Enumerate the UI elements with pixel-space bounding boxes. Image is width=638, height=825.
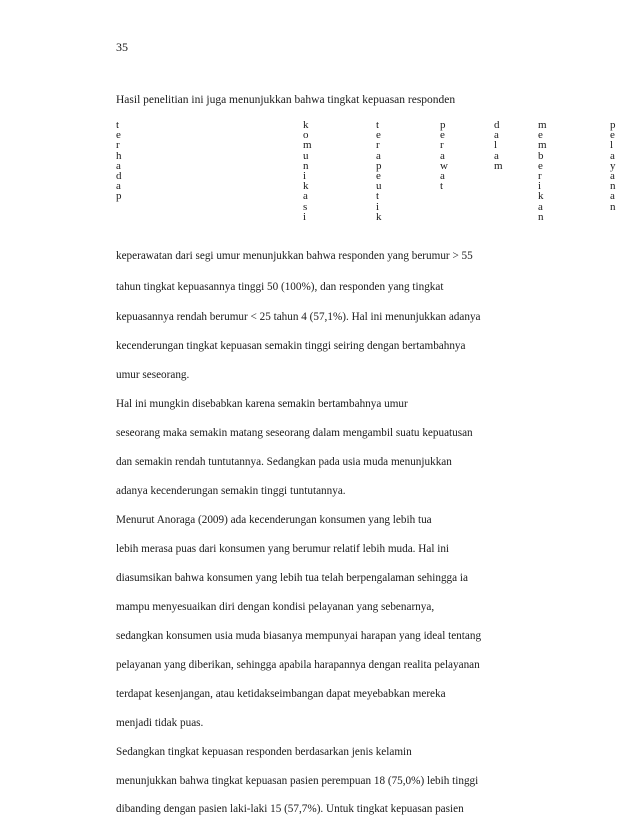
text-line: sedangkan konsumen usia muda biasanya mempunyai harapan yang ideal tentang [116,630,482,642]
vertical-letter: e [440,129,445,142]
vertical-letter: i [303,169,307,182]
vertical-letter: u [303,149,309,162]
text-line: menjadi tidak puas. [116,717,204,729]
vertical-letter: a [116,159,121,172]
text-line: Hal ini mungkin disebabkan karena semakin bertambahnya umur [116,398,408,410]
vertical-letter: p [116,190,122,203]
text-line: Menurut Anoraga (2009) ada kecenderungan konsumen yang lebih tua [116,514,432,526]
vertical-letter: a [376,149,381,162]
vertical-letter: a [440,169,445,182]
vertical-letter: m [494,159,503,172]
vertical-letter: a [538,200,543,213]
text-line: lebih merasa puas dari konsumen yang berumur relatif lebih muda. Hal ini [116,543,450,555]
vertical-letter: i [538,180,542,193]
vertical-letter: a [610,190,615,203]
vertical-letter: a [116,180,121,193]
intro-line: Hasil penelitian ini juga menunjukkan bahwa tingkat kepuasan responden [116,94,456,106]
text-line: pelayanan yang diberikan, sehingga apabila harapannya dengan realita pelayanan [116,659,480,671]
vertical-letter: d [494,119,500,131]
text-line: keperawatan dari segi umur menunjukkan bahwa responden yang berumur > 55 [116,250,473,262]
text-line: mampu menyesuaikan diri dengan kondisi pelayanan yang sebenarnya, [116,601,435,613]
text-line: terdapat kesenjangan, atau ketidakseimbangan dapat meyebabkan mereka [116,688,446,700]
vertical-letter: l [494,139,498,152]
page-number: 35 [116,40,128,54]
vertical-letter: u [376,180,382,193]
vertical-letter: t [376,119,380,131]
vertical-letter: e [610,129,615,142]
text-line: adanya kecenderungan semakin tinggi tuntutannya. [116,485,346,497]
text-line: tahun tingkat kepuasannya tinggi 50 (100%), dan responden yang tingkat [116,281,444,293]
vertical-letter: r [440,139,444,152]
vertical-letter: e [376,169,381,182]
vertical-letter: e [116,129,121,142]
vertical-word [494,120,504,171]
vertical-letter: a [303,190,308,203]
vertical-letter: a [494,129,499,142]
vertical-letter: w [440,159,448,172]
text-line: Sedangkan tingkat kepuasan responden berdasarkan jenis kelamin [116,746,412,758]
vertical-letter: t [116,119,120,131]
text-line: seseorang maka semakin matang seseorang dalam mengambil suatu kepuatusan [116,427,473,439]
vertical-word [440,120,450,191]
text-line: menunjukkan bahwa tingkat kepuasan pasien perempuan 18 (75,0%) lebih tinggi [116,775,479,787]
vertical-letter: n [303,159,309,172]
vertical-letter: a [494,149,499,162]
vertical-letter: m [303,139,312,152]
vertical-letter: m [538,139,547,152]
text-line: kepuasannya rendah berumur < 25 tahun 4 (57,1%). Hal ini menunjukkan adanya [116,311,481,323]
vertical-letter: m [538,119,547,131]
vertical-letter: p [376,159,382,172]
vertical-letter: i [303,210,307,223]
vertical-letter: h [116,149,122,162]
text-line: dibanding dengan pasien laki-laki 15 (57,7%). Untuk tingkat kepuasan pasien [116,803,464,815]
text-line: dan semakin rendah tuntutannya. Sedangkan pada usia muda menunjukkan [116,456,452,468]
vertical-letter: r [538,169,542,182]
vertical-letter: e [538,159,543,172]
vertical-letter: e [538,129,543,142]
vertical-letter: a [610,149,615,162]
vertical-letter: a [440,149,445,162]
vertical-letter: b [538,149,544,162]
vertical-letter: p [440,119,446,131]
vertical-letter: y [610,159,616,172]
vertical-word [376,120,386,222]
vertical-letter: d [116,169,122,182]
text-line: kecenderungan tingkat kepuasan semakin tinggi seiring dengan bertambahnya [116,340,466,352]
vertical-letter: k [376,210,382,223]
vertical-word [303,120,313,222]
vertical-letter: r [376,139,380,152]
vertical-letter: p [610,119,616,131]
vertical-letter: k [303,119,309,131]
vertical-word [610,120,620,212]
vertical-letter: s [303,200,308,213]
vertical-letter: a [610,169,615,182]
vertical-word [116,120,126,202]
vertical-letter: k [303,180,309,193]
vertical-letter: n [610,180,616,193]
vertical-letter: k [538,190,544,203]
vertical-letter: r [116,139,120,152]
vertical-letter: t [440,180,444,193]
vertical-letter: o [303,129,309,142]
vertical-letter: e [376,129,381,142]
text-line: diasumsikan bahwa konsumen yang lebih tua telah berpengalaman sehingga ia [116,572,468,584]
vertical-letter: n [538,210,544,223]
vertical-letter: l [610,139,614,152]
text-line: umur seseorang. [116,369,190,381]
vertical-letter: t [376,190,380,203]
vertical-letter: i [376,200,380,213]
vertical-letter: n [610,200,616,213]
vertical-word [538,120,548,222]
